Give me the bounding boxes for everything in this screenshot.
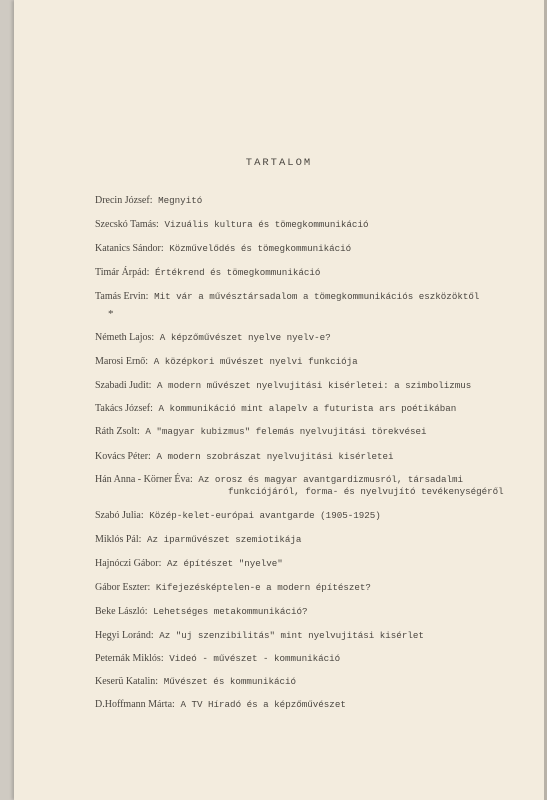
toc-entry bbox=[95, 582, 371, 594]
toc-entry bbox=[95, 380, 471, 392]
entry-author: Ráth Zsolt: bbox=[95, 426, 140, 437]
toc-entry bbox=[95, 606, 308, 618]
entry-author: Hajnóczi Gábor: bbox=[95, 558, 162, 569]
entry-author: Marosi Ernő: bbox=[95, 356, 149, 367]
entry-title: A modern művészet nyelvujitási kisérletei: a szimbolizmus bbox=[157, 380, 472, 391]
entry-title: A modern szobrászat nyelvujitási kisérletei bbox=[156, 451, 394, 462]
toc-entry bbox=[95, 474, 504, 498]
entry-title-continuation: funkciójáról, forma- és nyelvujító tevékenységéről bbox=[228, 486, 504, 497]
toc-entry bbox=[95, 403, 456, 415]
entry-title: Az orosz és magyar avantgardizmusról, társadalmi bbox=[198, 474, 464, 485]
entry-author: D.Hoffmann Márta: bbox=[95, 699, 175, 710]
entry-title: Közművelődés és tömegkommunikáció bbox=[169, 243, 352, 254]
entry-author: Keserü Katalin: bbox=[95, 676, 159, 687]
entry-author: Takács József: bbox=[95, 403, 153, 414]
entry-title: Lehetséges metakommunikáció? bbox=[153, 606, 308, 617]
entry-title: Közép-kelet-európai avantgarde (1905-1925) bbox=[149, 510, 381, 521]
page-heading: TARTALOM bbox=[245, 157, 313, 169]
entry-author: Németh Lajos: bbox=[95, 332, 155, 343]
entry-title: Megnyitó bbox=[158, 195, 203, 206]
toc-entry bbox=[95, 676, 296, 688]
entry-title: Az "uj szenzibilitás" mint nyelvujitási kisérlet bbox=[159, 630, 424, 641]
toc-entry bbox=[95, 195, 202, 207]
toc-entry bbox=[95, 451, 394, 463]
entry-title: Az építészet "nyelve" bbox=[167, 558, 283, 569]
entry-author: Hegyi Loránd: bbox=[95, 630, 154, 641]
toc-entry bbox=[95, 653, 340, 665]
entry-title: Videó - művészet - kommunikáció bbox=[169, 653, 341, 664]
entry-title: A "magyar kubizmus" felemás nyelvujitási törekvései bbox=[145, 426, 427, 437]
entry-author: Drecin József: bbox=[95, 195, 153, 206]
entry-author: Beke László: bbox=[95, 606, 148, 617]
asterisk-mark: * bbox=[108, 308, 114, 320]
entry-author: Szecskó Tamás: bbox=[95, 219, 159, 230]
entry-author: Szabadi Judit: bbox=[95, 380, 152, 391]
entry-title: Vizuális kultura és tömegkommunikáció bbox=[164, 219, 369, 230]
entry-title: A TV Híradó és a képzőművészet bbox=[180, 699, 346, 710]
entry-author: Gábor Eszter: bbox=[95, 582, 151, 593]
entry-author: Kovács Péter: bbox=[95, 451, 151, 462]
toc-entry bbox=[95, 219, 368, 231]
toc-entry bbox=[95, 332, 331, 344]
toc-entry bbox=[95, 630, 424, 642]
entry-author: Timár Árpád: bbox=[95, 267, 150, 278]
entry-title: Kifejezésképtelen-e a modern építészet? bbox=[155, 582, 371, 593]
toc-entry bbox=[95, 356, 358, 368]
toc-entry bbox=[95, 699, 346, 711]
entry-title: A képzőművészet nyelve nyelv-e? bbox=[159, 332, 331, 343]
toc-entry bbox=[95, 426, 427, 438]
entry-author: Miklós Pál: bbox=[95, 534, 142, 545]
entry-title: Művészet és kommunikáció bbox=[163, 676, 297, 687]
toc-entry bbox=[95, 558, 283, 570]
toc-entry bbox=[95, 243, 351, 255]
entry-author: Szabó Julia: bbox=[95, 510, 144, 521]
toc-entry bbox=[95, 291, 479, 303]
entry-author: Tamás Ervin: bbox=[95, 291, 149, 302]
entry-title: Az iparművészet szemiotikája bbox=[147, 534, 302, 545]
toc-entry bbox=[95, 510, 381, 522]
entry-title: Mit vár a művésztársadalom a tömegkommunikációs eszközöktől bbox=[154, 291, 480, 302]
entry-author: Peternák Miklós: bbox=[95, 653, 164, 664]
toc-entry bbox=[95, 534, 301, 546]
entry-title: A kommunikáció mint alapelv a futurista ars poétikában bbox=[158, 403, 457, 414]
toc-entry bbox=[95, 267, 320, 279]
entry-author: Hán Anna - Körner Éva: bbox=[95, 474, 193, 485]
entry-author: Katanics Sándor: bbox=[95, 243, 164, 254]
entry-title: A középkori művészet nyelvi funkciója bbox=[153, 356, 358, 367]
entry-title: Értékrend és tömegkommunikáció bbox=[155, 267, 321, 278]
document-page bbox=[14, 0, 544, 800]
